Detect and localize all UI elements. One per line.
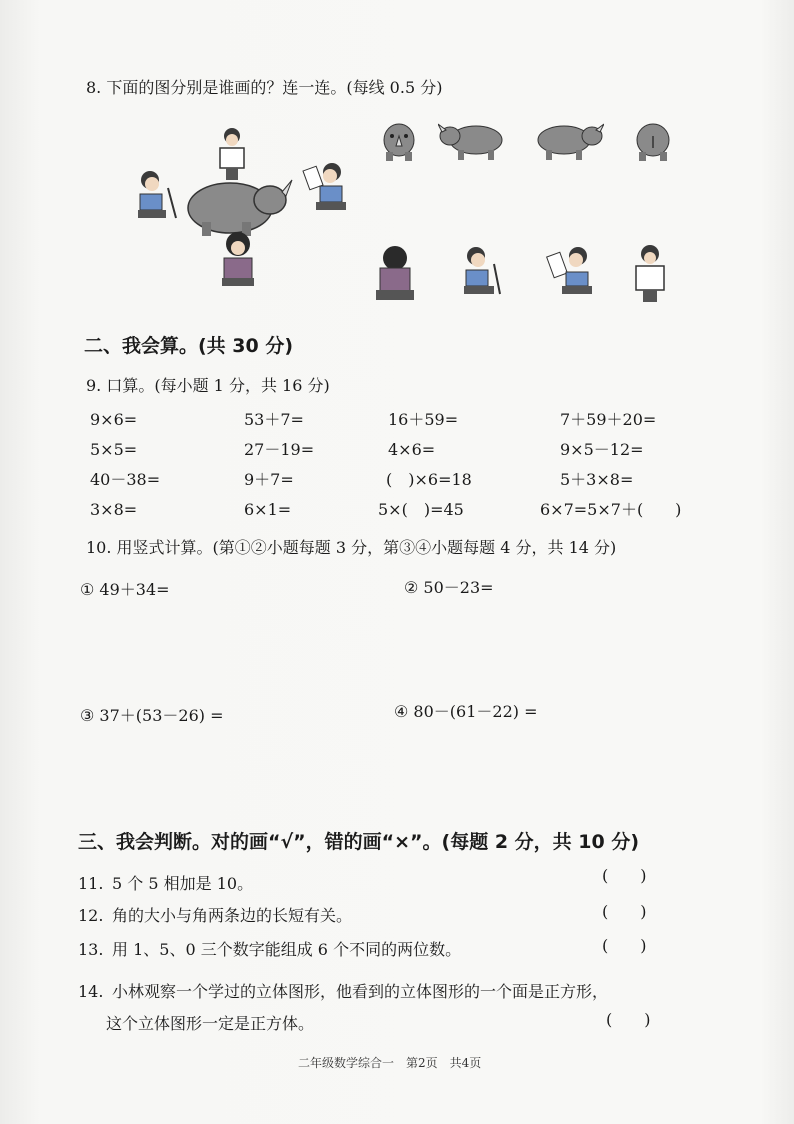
question-8-text: 8. 下面的图分别是谁画的？连一连。(每线 0.5 分) [86, 78, 443, 97]
judge-statement: 角的大小与角两条边的长短有关。 [112, 906, 353, 925]
vertical-calc-item: ② 50－23= [404, 578, 494, 597]
rhino-view-back-icon [628, 118, 678, 163]
section-2-title: 二、我会算。(共 30 分) [84, 335, 294, 357]
question-10-text: 10. 用竖式计算。(第①②小题每题 3 分，第③④小题每题 4 分，共 14 分) [86, 538, 617, 557]
calc-item: 4×6= [388, 440, 436, 459]
rhino-scene-illustration [130, 122, 300, 302]
child-girl-back-icon [370, 244, 420, 304]
answer-paren[interactable]: ( ) [606, 1010, 651, 1029]
child-left-icon [138, 171, 176, 218]
answer-paren[interactable]: ( ) [602, 936, 647, 955]
page-footer: 二年级数学综合一 第2页 共4页 [298, 1056, 482, 1070]
judge-number: 13. [78, 940, 104, 959]
judge-statement: 5 个 5 相加是 10。 [112, 874, 254, 893]
child-drawing-right-icon [546, 244, 596, 304]
judge-statement-continued: 这个立体图形一定是正方体。 [106, 1014, 315, 1033]
vertical-calc-item: ① 49＋34= [80, 580, 170, 599]
calc-item: 9×5－12= [560, 440, 644, 459]
calc-item: 7＋59＋20= [560, 410, 657, 429]
rhino-icon [188, 180, 292, 236]
calc-item: ( )×6=18 [386, 470, 472, 489]
calc-item: 6×7=5×7＋( ) [540, 500, 682, 519]
calc-item: 3×8= [90, 500, 138, 519]
judge-statement: 小林观察一个学过的立体图形，他看到的立体图形的一个面是正方形， [112, 982, 609, 1001]
calc-item: 9＋7= [244, 470, 294, 489]
rhino-view-side-right-icon [532, 120, 604, 162]
section-3-title: 三、我会判断。对的画“√”，错的画“×”。(每题 2 分，共 10 分) [78, 831, 640, 853]
calc-item: 40－38= [90, 470, 161, 489]
calc-item: 16＋59= [388, 410, 459, 429]
calc-item: 5×5= [90, 440, 138, 459]
child-drawing-left-icon [456, 244, 506, 304]
judge-number: 12. [78, 906, 104, 925]
vertical-calc-item: ④ 80－(61－22) = [394, 702, 538, 721]
calc-item: 5×( )=45 [378, 500, 464, 519]
rhino-view-side-left-icon [438, 120, 508, 162]
calc-item: 53＋7= [244, 410, 304, 429]
answer-paren[interactable]: ( ) [602, 866, 647, 885]
vertical-calc-item: ③ 37＋(53－26) = [80, 706, 224, 725]
child-top-icon [220, 128, 244, 180]
judge-statement: 用 1、5、0 三个数字能组成 6 个不同的两位数。 [112, 940, 462, 959]
child-holding-board-icon [630, 244, 670, 304]
answer-paren[interactable]: ( ) [602, 902, 647, 921]
calc-item: 5＋3×8= [560, 470, 634, 489]
calc-item: 9×6= [90, 410, 138, 429]
judge-number: 14. [78, 982, 104, 1001]
child-bottom-icon [222, 232, 254, 286]
calc-item: 27－19= [244, 440, 315, 459]
child-right-illustration [300, 160, 350, 220]
question-9-text: 9. 口算。(每小题 1 分，共 16 分) [86, 376, 330, 395]
judge-number: 11. [78, 874, 104, 893]
calc-item: 6×1= [244, 500, 292, 519]
rhino-view-front-icon [374, 118, 424, 163]
